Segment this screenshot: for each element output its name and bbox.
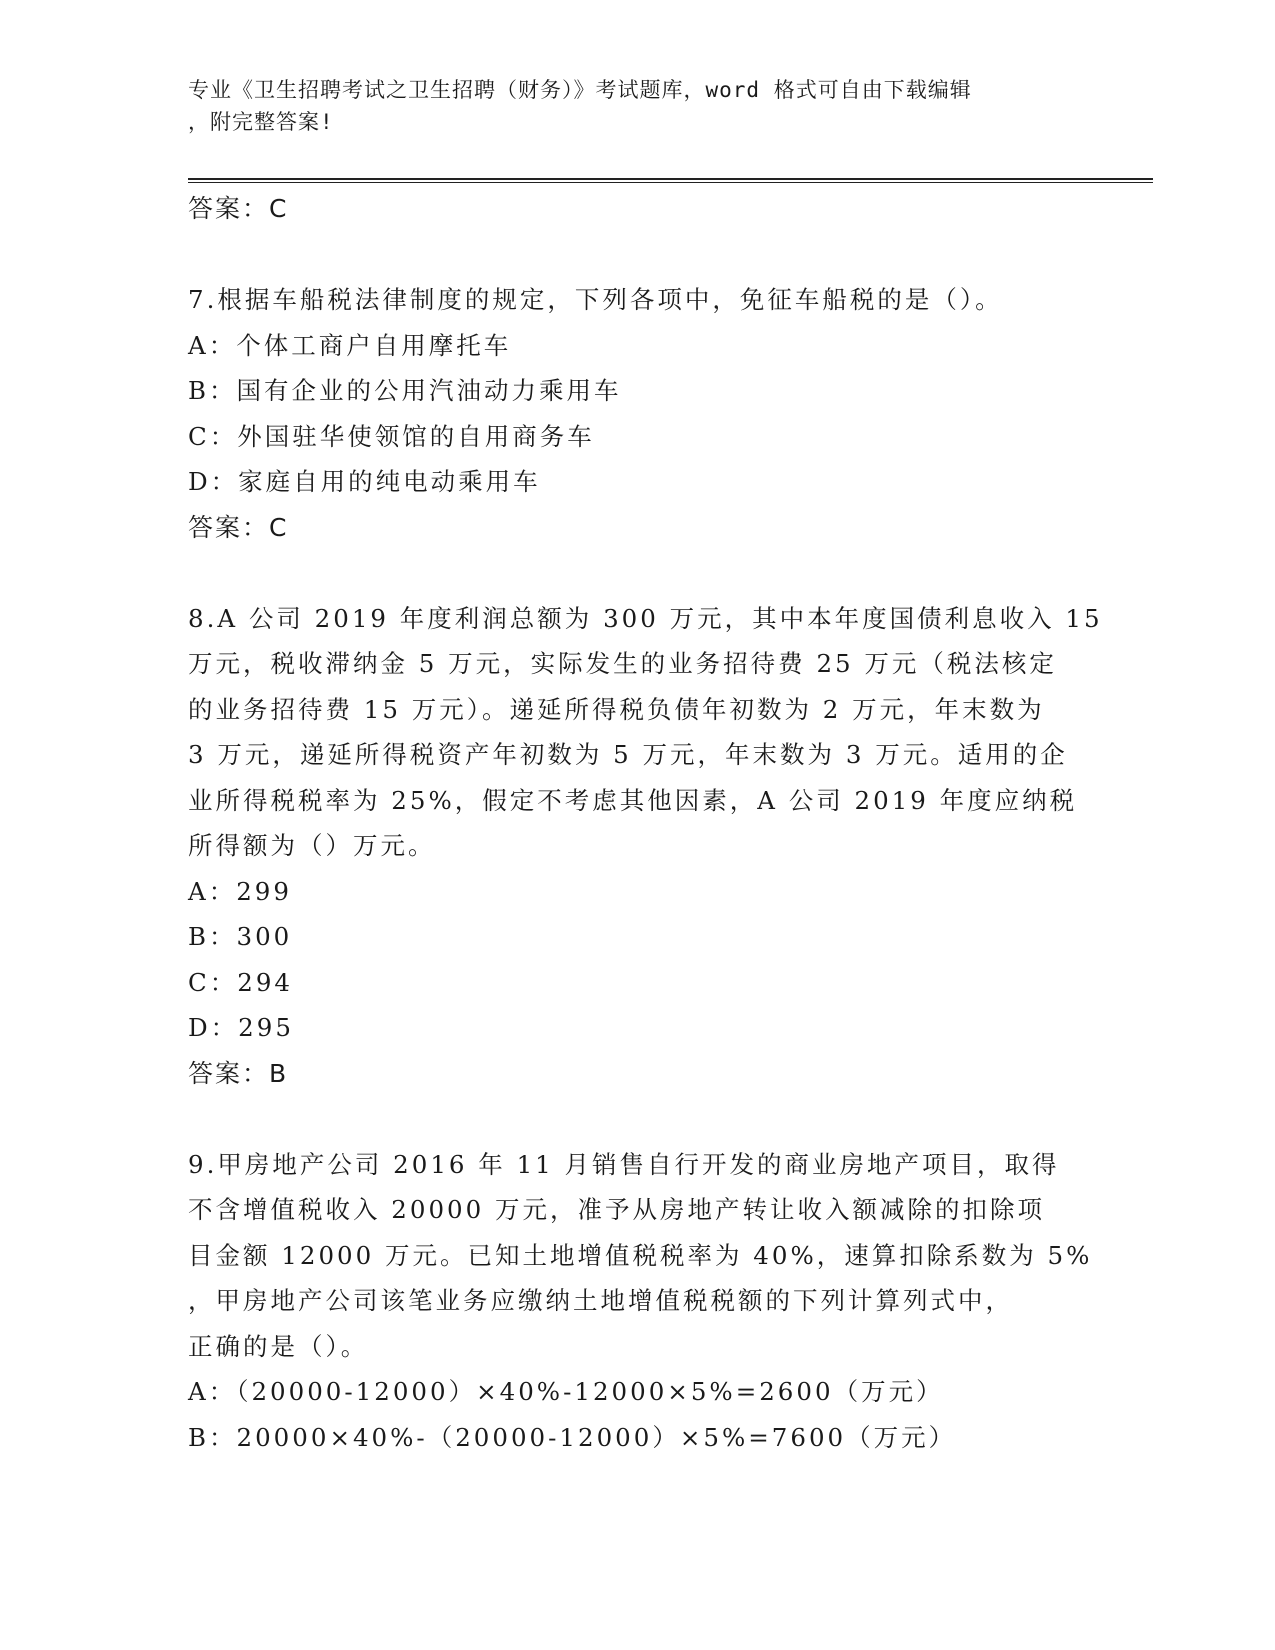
option-a: A：（20000-12000）×40%-12000×5%=2600（万元） [188, 1377, 944, 1406]
option-c: C：外国驻华使领馆的自用商务车 [188, 421, 595, 451]
question-stem-line: 所得额为（）万元。 [188, 831, 436, 860]
option-c: C：294 [188, 967, 294, 997]
previous-answer: 答案：C [188, 194, 289, 223]
spacer [188, 232, 1078, 278]
spacer [188, 550, 1078, 596]
question-8 [188, 596, 1103, 1097]
question-stem-line: 3 万元，递延所得税资产年初数为 5 万元，年末数为 3 万元。适用的企 [188, 740, 1068, 769]
question-stem-line: 8.A 公司 2019 年度利润总额为 300 万元，其中本年度国债利息收入 15 [188, 603, 1103, 633]
option-a: A：299 [188, 876, 292, 906]
question-answer: 答案：B [188, 1058, 289, 1088]
question-stem-line: 不含增值税收入 20000 万元，准予从房地产转让收入额减除的扣除项 [188, 1195, 1046, 1224]
question-stem-line: 的业务招待费 15 万元）。递延所得税负债年初数为 2 万元，年末数为 [188, 694, 1045, 724]
question-stem-line: 9.甲房地产公司 2016 年 11 月销售自行开发的商业房地产项目，取得 [188, 1149, 1060, 1179]
option-d: D：家庭自用的纯电动乘用车 [188, 467, 541, 496]
question-9 [188, 1142, 1093, 1461]
question-stem-line: 业所得税税率为 25%，假定不考虑其他因素，A 公司 2019 年度应纳税 [188, 785, 1078, 815]
option-b: B：国有企业的公用汽油动力乘用车 [188, 376, 622, 405]
spacer [188, 1096, 1078, 1142]
header-title-line-2: ，附完整答案! [188, 110, 334, 134]
option-a: A：个体工商户自用摩托车 [188, 330, 512, 360]
question-stem-line: 万元，税收滞纳金 5 万元，实际发生的业务招待费 25 万元（税法核定 [188, 649, 1057, 678]
question-stem: 7.根据车船税法律制度的规定，下列各项中，免征车船税的是（）。 [188, 285, 1003, 314]
question-list [188, 186, 1103, 1460]
question-stem-line: 正确的是（）。 [188, 1331, 369, 1361]
question-stem-line: 目金额 12000 万元。已知土地增值税税率为 40%，速算扣除系数为 5% [188, 1240, 1093, 1270]
question-7 [188, 277, 1078, 550]
header-divider [188, 178, 1153, 183]
option-d: D：295 [188, 1013, 294, 1042]
page-header [188, 74, 1068, 138]
header-title-line-1: 专业《卫生招聘考试之卫生招聘（财务）》考试题库，word 格式可自由下载编辑 [188, 78, 972, 102]
option-b: B：20000×40%-（20000-12000）×5%=7600（万元） [188, 1422, 957, 1452]
question-stem-line: ，甲房地产公司该笔业务应缴纳土地增值税税额的下列计算列式中， [188, 1286, 1013, 1315]
option-b: B：300 [188, 922, 293, 951]
question-answer: 答案：C [188, 512, 289, 542]
